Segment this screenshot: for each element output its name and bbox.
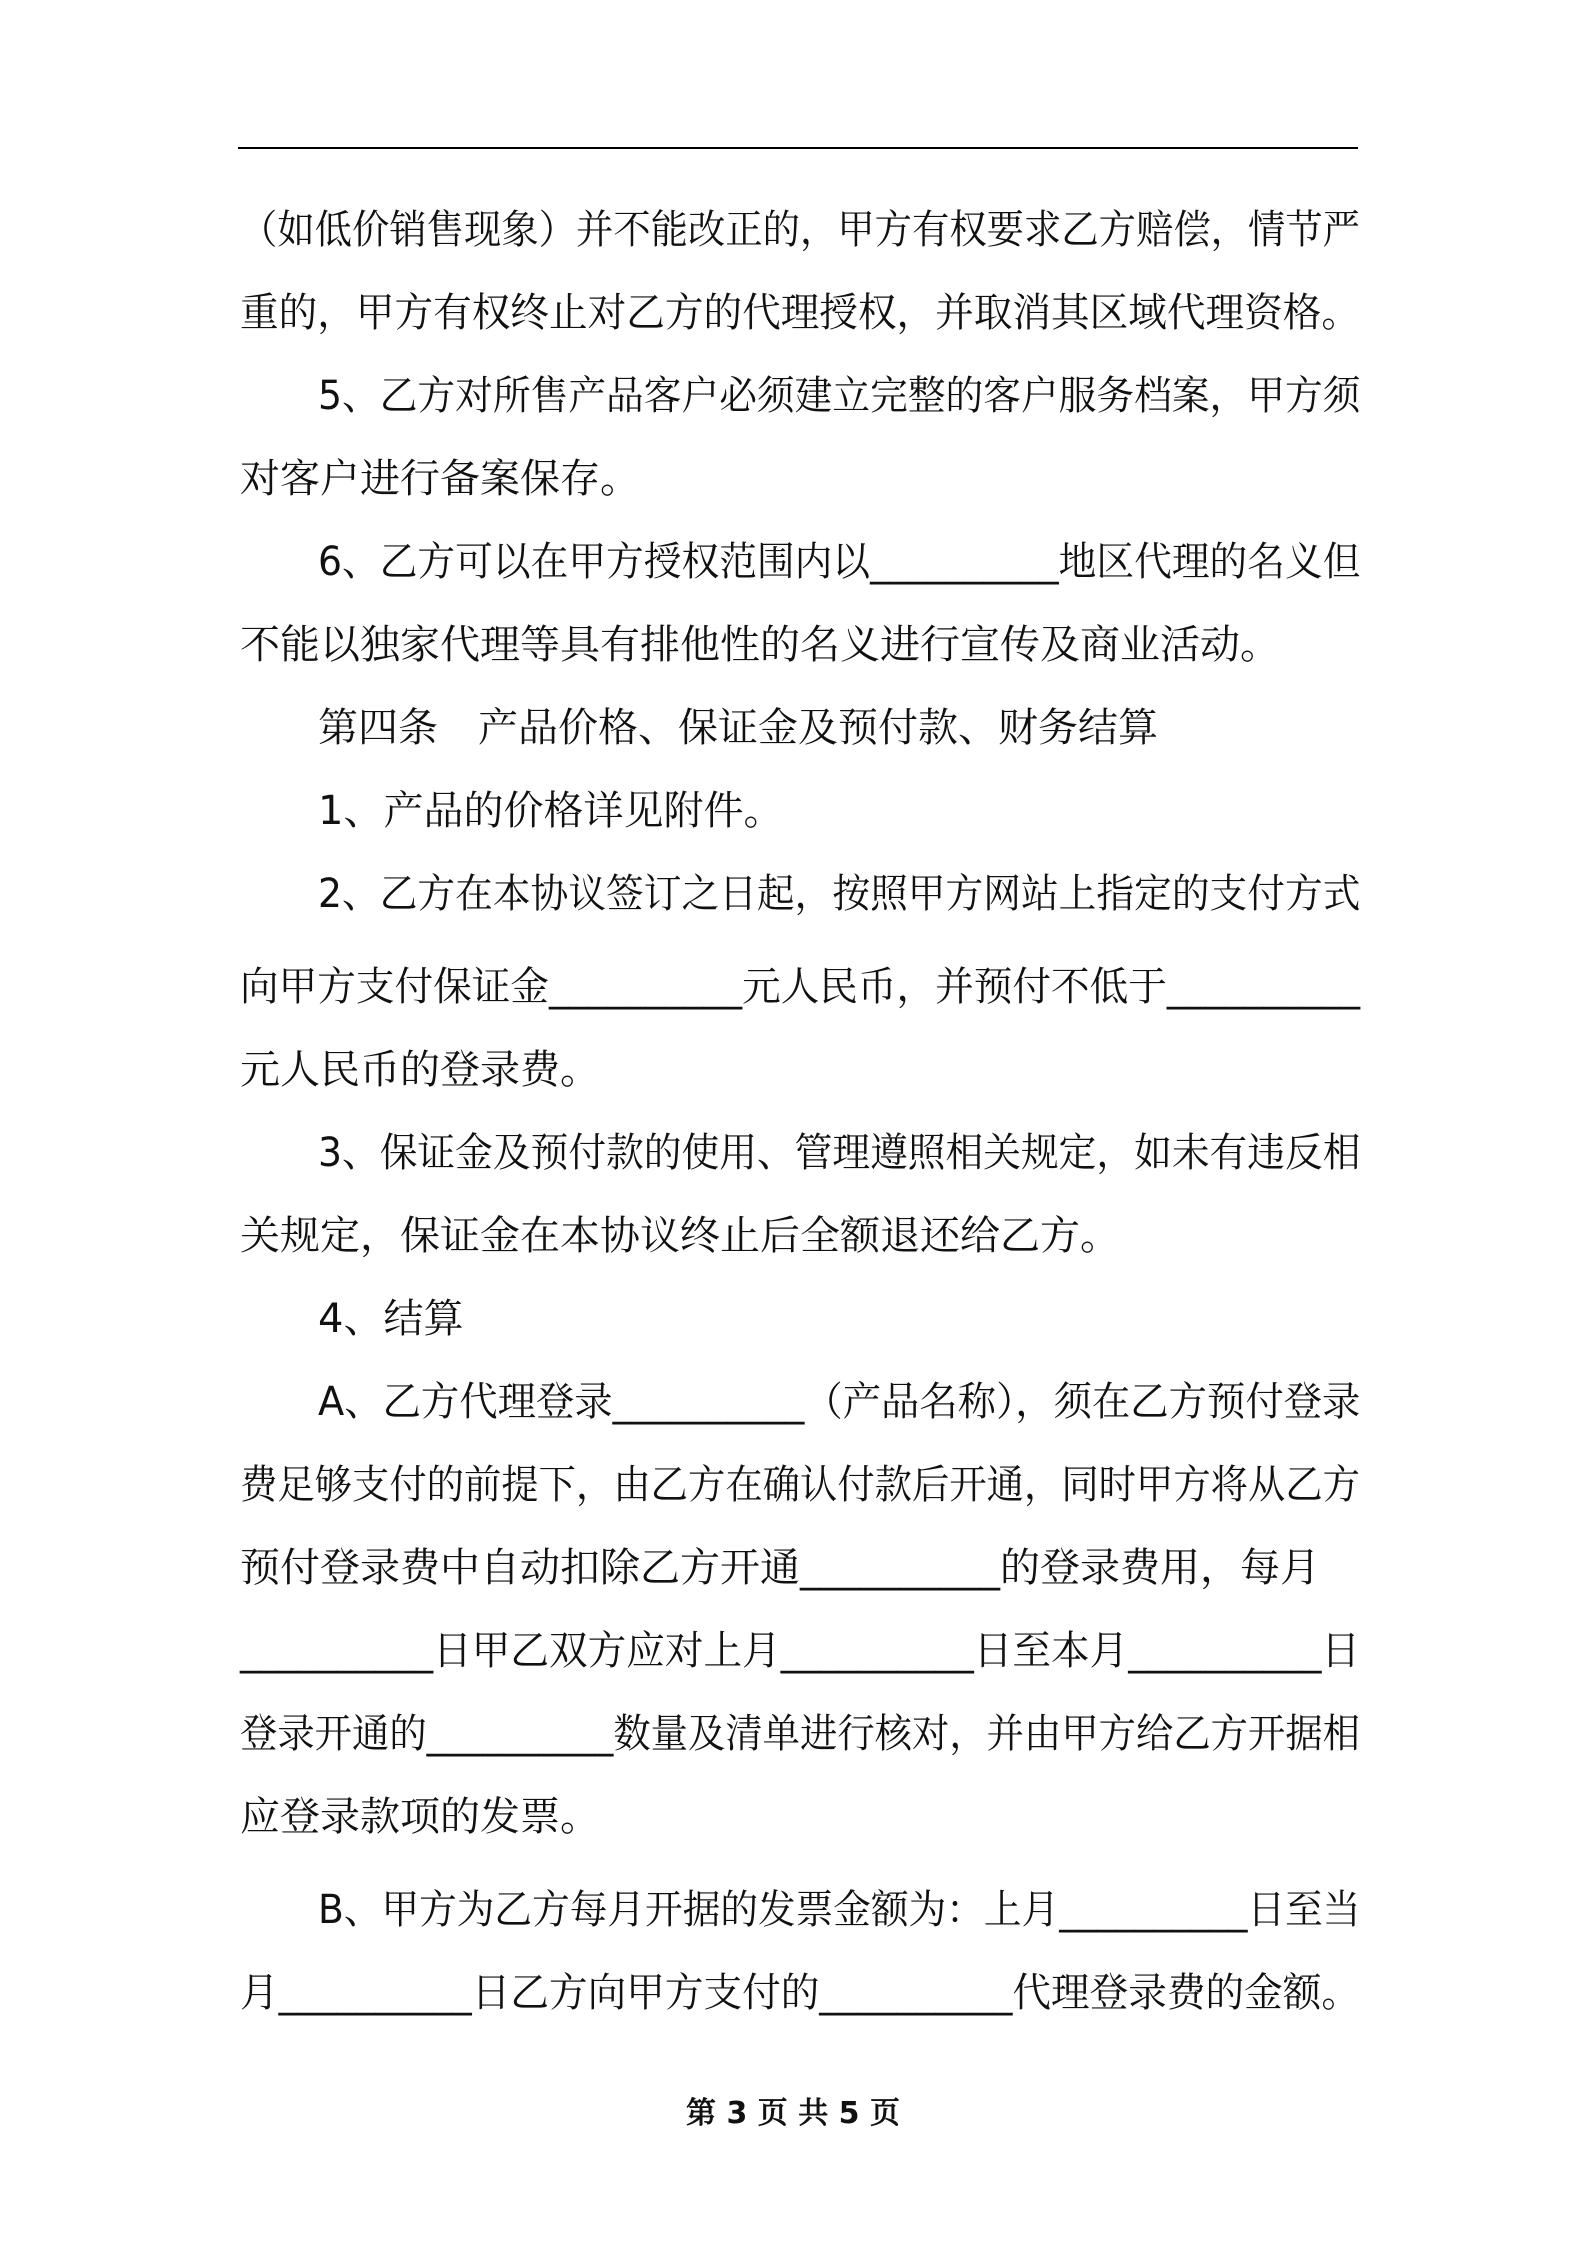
paragraph-line: 5、乙方对所售产品客户必须建立完整的客户服务档案，甲方须	[318, 373, 1361, 419]
paragraph-line: 元人民币的登录费。	[240, 1047, 600, 1093]
paragraph-line: __________日甲乙双方应对上月__________日至本月__________日	[240, 1628, 1360, 1674]
paragraph-line: 登录开通的__________数量及清单进行核对，并由甲方给乙方开据相	[240, 1711, 1360, 1757]
page-number: 第 3 页 共 5 页	[686, 2096, 900, 2131]
paragraph-line: A、乙方代理登录__________（产品名称），须在乙方预付登录	[318, 1379, 1361, 1425]
paragraph-line: B、甲方为乙方每月开据的发票金额为：上月__________日至当	[318, 1887, 1361, 1933]
paragraph-line: 应登录款项的发票。	[240, 1794, 600, 1840]
paragraph-line: 对客户进行备案保存。	[240, 456, 640, 502]
paragraph-line: 重的，甲方有权终止对乙方的代理授权，并取消其区域代理资格。	[240, 290, 1360, 336]
paragraph-line: 4、结算	[318, 1296, 464, 1342]
paragraph-line: 3、保证金及预付款的使用、管理遵照相关规定，如未有违反相	[318, 1130, 1361, 1176]
header-rule	[238, 147, 1358, 149]
paragraph-line: 月__________日乙方向甲方支付的__________代理登录费的金额。	[240, 1970, 1360, 2016]
paragraph-line: （如低价销售现象）并不能改正的，甲方有权要求乙方赔偿，情节严	[240, 207, 1360, 253]
paragraph-line: 关规定，保证金在本协议终止后全额退还给乙方。	[240, 1213, 1120, 1259]
paragraph-line: 2、乙方在本协议签订之日起，按照甲方网站上指定的支付方式	[318, 871, 1361, 917]
article-heading: 第四条 产品价格、保证金及预付款、财务结算	[318, 705, 1158, 751]
paragraph-line: 费足够支付的前提下，由乙方在确认付款后开通，同时甲方将从乙方	[240, 1462, 1360, 1508]
paragraph-line: 向甲方支付保证金__________元人民币，并预付不低于__________	[240, 964, 1360, 1010]
paragraph-line: 1、产品的价格详见附件。	[318, 788, 784, 834]
paragraph-line: 不能以独家代理等具有排他性的名义进行宣传及商业活动。	[240, 622, 1280, 668]
paragraph-line: 6、乙方可以在甲方授权范围内以__________地区代理的名义但	[318, 539, 1361, 585]
paragraph-line: 预付登录费中自动扣除乙方开通__________的登录费用，每月	[240, 1545, 1320, 1591]
